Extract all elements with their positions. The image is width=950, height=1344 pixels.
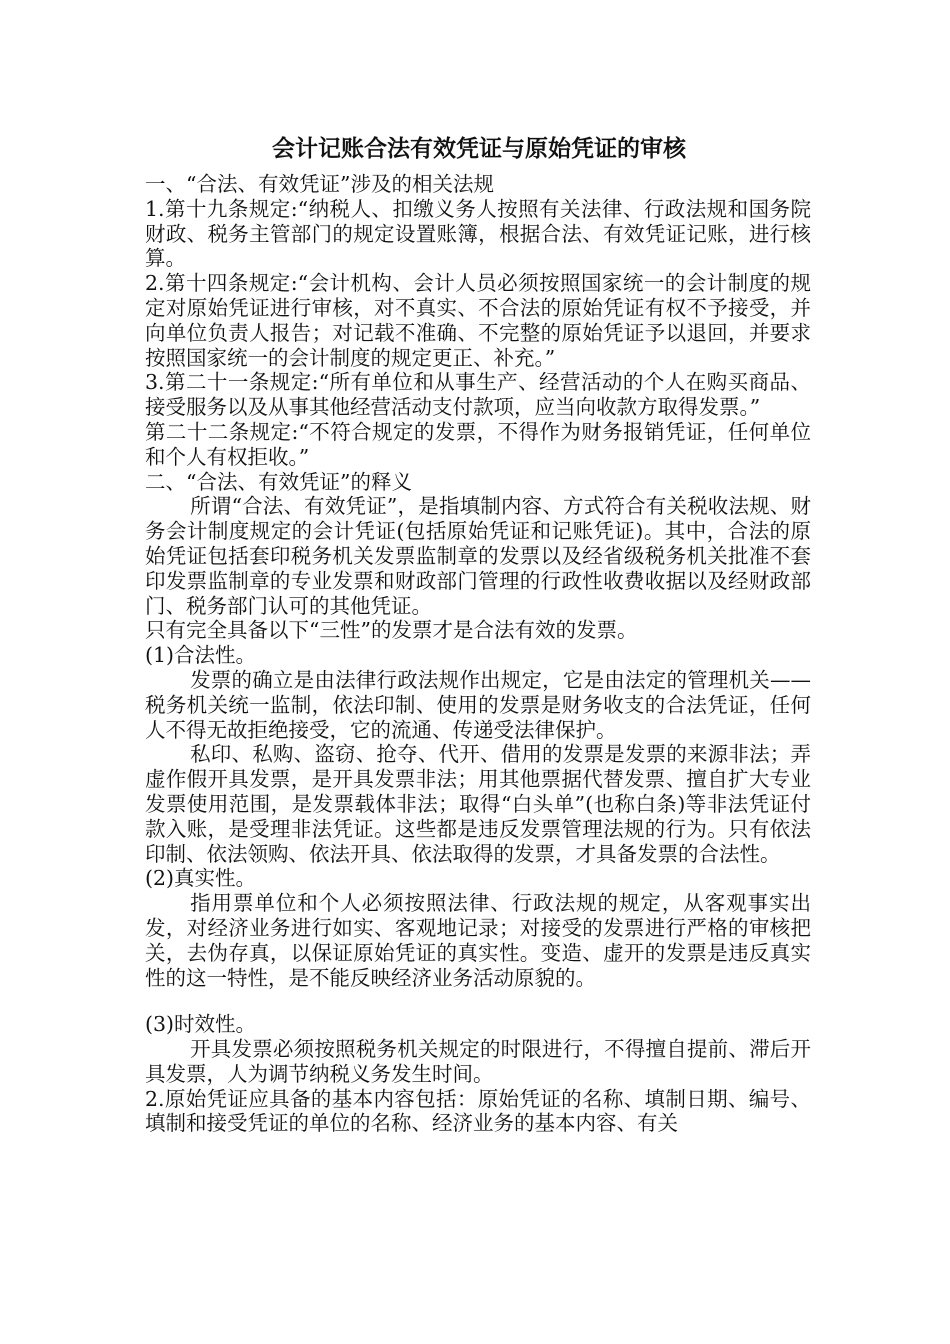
paragraph: (2)真实性。	[145, 866, 257, 891]
paragraph: 开具发票必须按照税务机关规定的时限进行，不得擅自提前、滞后开具发票，人为调节纳税义务发生时间。	[145, 1037, 811, 1086]
paragraph: 第二十二条规定:“不符合规定的发票，不得作为财务报销凭证，任何单位和个人有权拒收。”	[145, 419, 811, 469]
paragraph: (1)合法性。	[145, 643, 257, 668]
paragraph: 一、“合法、有效凭证”涉及的相关法规	[145, 172, 494, 196]
paragraph: 只有完全具备以下“三性”的发票才是合法有效的发票。	[145, 618, 638, 643]
paragraph: 2.原始凭证应具备的基本内容包括：原始凭证的名称、填制日期、编号、填制和接受凭证的单位的名称、经济业务的基本内容、有关	[145, 1086, 811, 1136]
paragraph: 发票的确立是由法律行政法规作出规定，它是由法定的管理机关——税务机关统一监制，依法印制、使用的发票是财务收支的合法凭证，任何人不得无故拒绝接受，它的流通、传递受法律保护。	[145, 667, 811, 742]
blank-line	[145, 990, 811, 1012]
paragraph: 2.第十四条规定:“会计机构、会计人员必须按照国家统一的会计制度的规定对原始凭证进行审核，对不真实、不合法的原始凭证有权不予接受，并向单位负责人报告；对记载不准确、不完整的原始凭证予以退回，并要求按照国家统一的会计制度的规定更正、补充。”	[145, 271, 811, 370]
paragraph: 二、“合法、有效凭证”的释义	[145, 469, 412, 494]
document-body	[145, 172, 811, 1136]
document-title: 会计记账合法有效凭证与原始凭证的审核	[272, 135, 686, 162]
paragraph: 1.第十九条规定:“纳税人、扣缴义务人按照有关法律、行政法规和国务院财政、税务主管部门的规定设置账簿，根据合法、有效凭证记账，进行核算。	[145, 196, 811, 271]
paragraph: (3)时效性。	[145, 1012, 257, 1037]
document-page	[145, 132, 811, 1136]
paragraph: 私印、私购、盗窃、抢夺、代开、借用的发票是发票的来源非法；弄虚作假开具发票，是开具发票非法；用其他票据代替发票、擅自扩大专业发票使用范围，是发票载体非法；取得“白头单”(也称白条)等非法凭证付款入账，是受理非法凭证。这些都是违反发票管理法规的行为。只有依法印制、依法领购、依法开具、依法取得的发票，才具备发票的合法性。	[145, 742, 811, 866]
paragraph: 指用票单位和个人必须按照法律、行政法规的规定，从客观事实出发，对经济业务进行如实、客观地记录；对接受的发票进行严格的审核把关，去伪存真，以保证原始凭证的真实性。变造、虚开的发票是违反真实性的这一特性，是不能反映经济业务活动原貌的。	[145, 891, 811, 990]
paragraph: 3.第二十一条规定:“所有单位和从事生产、经营活动的个人在购买商品、接受服务以及从事其他经营活动支付款项，应当向收款方取得发票。”	[145, 370, 811, 420]
paragraph: 所谓“合法、有效凭证”，是指填制内容、方式符合有关税收法规、财务会计制度规定的会计凭证(包括原始凭证和记账凭证)。其中，合法的原始凭证包括套印税务机关发票监制章的发票以及经省级税务机关批准不套印发票监制章的专业发票和财政部门管理的行政性收费收据以及经财政部门、税务部门认可的其他凭证。	[145, 494, 811, 618]
